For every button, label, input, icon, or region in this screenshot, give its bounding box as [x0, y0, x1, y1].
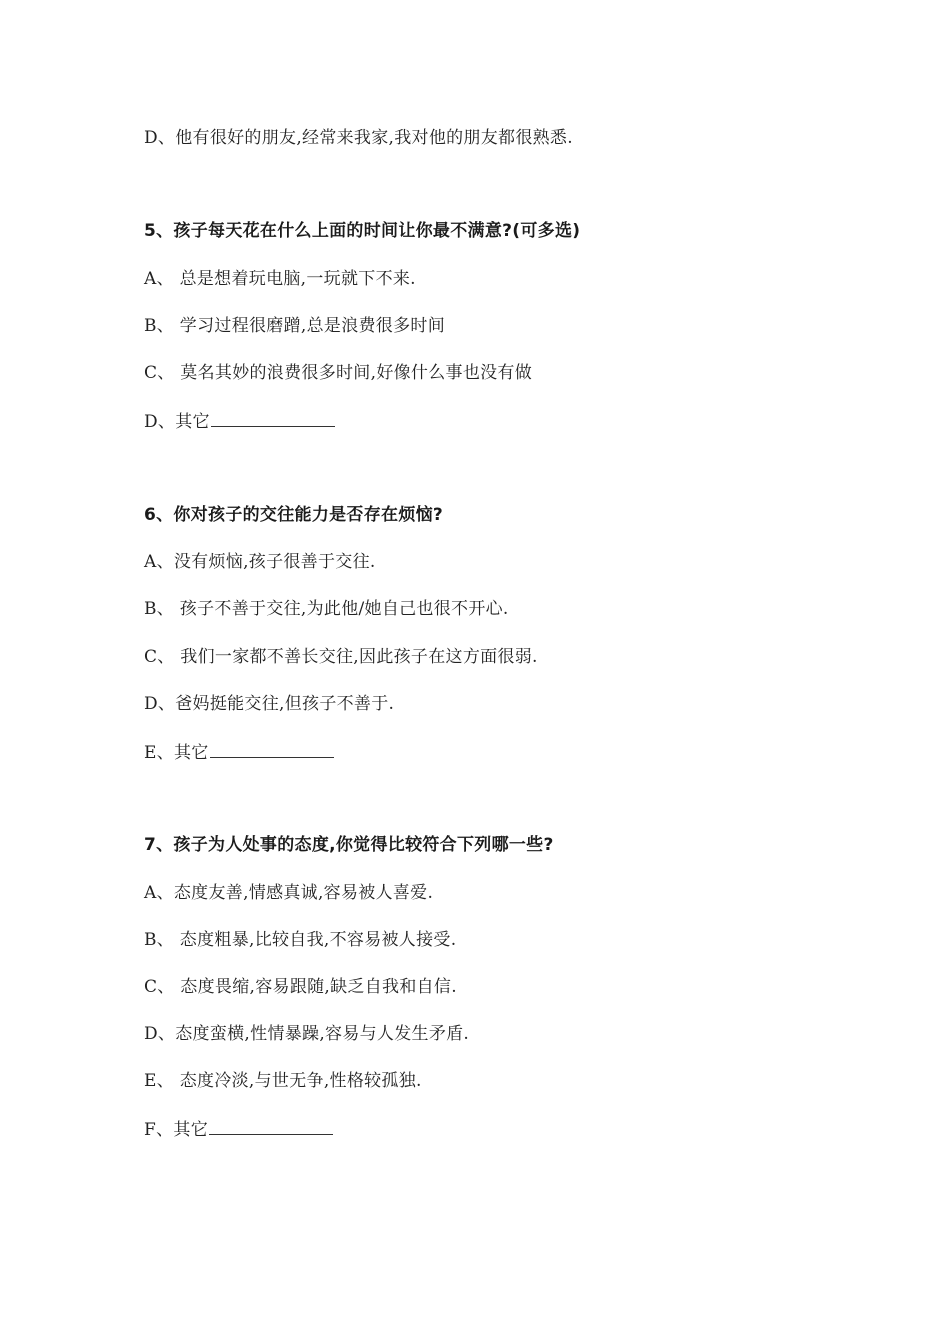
fill-in-blank[interactable]: [211, 408, 335, 427]
option-text: C、 态度畏缩,容易跟随,缺乏自我和自信.: [144, 977, 457, 997]
fill-in-blank[interactable]: [210, 739, 334, 758]
question-6-title: 6、你对孩子的交往能力是否存在烦恼?: [144, 505, 444, 525]
option-text: D、其它: [144, 412, 210, 432]
fill-in-blank[interactable]: [209, 1116, 333, 1135]
q7-option-e: [144, 1069, 422, 1093]
option-text: D、他有很好的朋友,经常来我家,我对他的朋友都很熟悉.: [144, 128, 573, 148]
option-text: B、 态度粗暴,比较自我,不容易被人接受.: [144, 930, 457, 950]
q5-option-c: [144, 361, 532, 385]
option-text: A、 总是想着玩电脑,一玩就下不来.: [144, 269, 416, 289]
q7-option-c: [144, 975, 457, 999]
q7-option-d: [144, 1022, 469, 1046]
q5-option-d: [144, 408, 335, 434]
option-text: B、 学习过程很磨蹭,总是浪费很多时间: [144, 316, 445, 336]
q7-option-f: [144, 1116, 333, 1142]
option-text: B、 孩子不善于交往,为此他/她自己也很不开心.: [144, 599, 509, 619]
q5-option-b: [144, 314, 445, 338]
option-text: F、其它: [144, 1120, 208, 1140]
q6-option-e: [144, 739, 334, 765]
q4-option-d: [144, 126, 573, 150]
option-text: D、态度蛮横,性情暴躁,容易与人发生矛盾.: [144, 1024, 470, 1044]
q5-option-a: [144, 267, 416, 291]
q6-option-a: [144, 550, 376, 574]
q6-option-c: [144, 645, 538, 669]
question-7-title: 7、孩子为人处事的态度,你觉得比较符合下列哪一些?: [144, 835, 554, 855]
option-text: A、态度友善,情感真诚,容易被人喜爱.: [144, 883, 434, 903]
question-5-title: 5、孩子每天花在什么上面的时间让你最不满意?(可多选): [144, 221, 581, 241]
q6-option-b: [144, 597, 509, 621]
q7-option-a: [144, 881, 433, 905]
q6-option-d: [144, 692, 394, 716]
option-text: E、其它: [144, 743, 209, 763]
q7-option-b: [144, 928, 456, 952]
option-text: D、爸妈挺能交往,但孩子不善于.: [144, 694, 395, 714]
option-text: C、 莫名其妙的浪费很多时间,好像什么事也没有做: [144, 363, 533, 383]
option-text: A、没有烦恼,孩子很善于交往.: [144, 552, 376, 572]
option-text: E、 态度冷淡,与世无争,性格较孤独.: [144, 1071, 422, 1091]
option-text: C、 我们一家都不善长交往,因此孩子在这方面很弱.: [144, 647, 538, 667]
